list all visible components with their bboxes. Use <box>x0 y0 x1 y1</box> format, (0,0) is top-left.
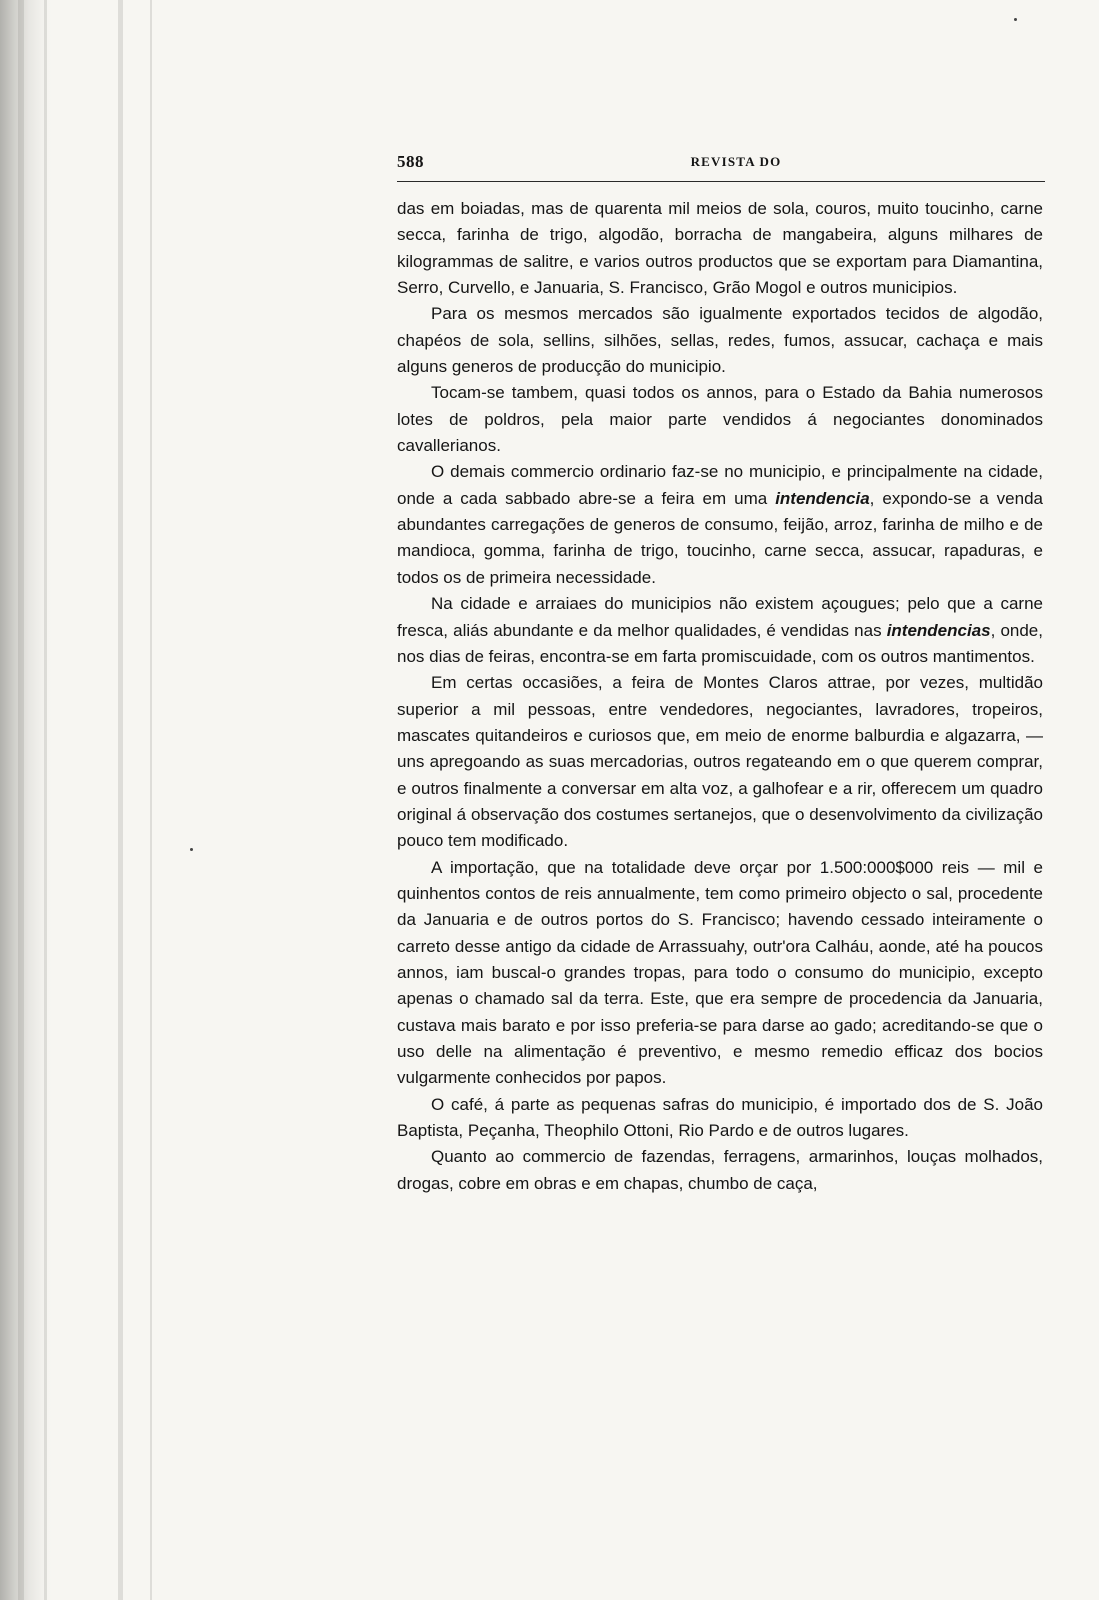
paragraph: Para os mesmos mercados são igualmente exportados tecidos de algodão, chapéos de sola, sellins, silhões, sellas, redes, fumos, assucar, cachaça e mais alguns generos de producção do municipio. <box>397 304 1043 377</box>
binding-streak <box>118 0 123 1600</box>
binding-streak <box>44 0 47 1600</box>
paragraph: Quanto ao commercio de fazendas, ferragens, armarinhos, louças molhados, drogas, cobre em obras e em chapas, chumbo de caça, <box>397 1147 1043 1193</box>
paragraph-text: , onde, nos dias de feiras, encontra-se em farta promiscuidade, com os outros mantimentos. <box>397 620 1043 666</box>
paragraph: Tocam-se tambem, quasi todos os annos, para o Estado da Bahia numerosos lotes de poldros, pela maior parte vendidos á negociantes donominados cavallerianos. <box>397 383 1043 456</box>
body-text <box>397 196 1043 1197</box>
paragraph: A importação, que na totalidade deve orçar por 1.500:000$000 reis — mil e quinhentos contos de reis annualmente, tem como primeiro objecto o sal, procedente da Januaria e de outros portos do S. Francisco; havendo cessado inteiramente o carreto desse antigo da cidade de Arrassuahy, outr'ora Calháu, aonde, até ha poucos annos, iam buscal-o grandes tropas, para todo o consumo do municipio, excepto apenas o chamado sal da terra. Este, que era sempre de procedencia da Januaria, custava mais barato e por isso preferia-se para darse ao gado; acreditando-se que o uso delle na alimentação é preventivo, e mesmo remedio efficaz dos bocios vulgarmente conhecidos por papos. <box>397 857 1043 1088</box>
page-header <box>397 146 1045 180</box>
emphasis-word: intendencia <box>775 488 870 508</box>
emphasis-word: intendencias <box>886 620 991 640</box>
paragraph <box>397 591 1043 670</box>
binding-streak <box>18 0 24 1600</box>
paragraph-text: Na cidade e arraiaes do municipios não existem açougues; pelo que a carne fresca, aliás abundante e da melhor qualidades, é vendidas nas <box>397 594 1043 640</box>
ink-speck <box>190 848 193 851</box>
running-title: REVISTA DO <box>690 154 782 169</box>
page-number: 588 <box>397 152 424 171</box>
ink-speck <box>1014 18 1017 21</box>
paragraph-text: , expondo-se a venda abundantes carregações de generos de consumo, feijão, arroz, farinha de milho e de mandioca, gomma, farinha de trigo, toucinho, carne secca, assucar, rapaduras, e todos os de primeira necessidade. <box>397 488 1043 587</box>
paragraph: Em certas occasiões, a feira de Montes Claros attrae, por vezes, multidão superior a mil pessoas, entre vendedores, negociantes, lavradores, tropeiros, mascates quitandeiros e curiosos que, em meio de enorme balburdia e algazarra, — uns apregoando as suas mercadorias, outros regateando em o que querem comprar, e outros finalmente a conversar em alta voz, a galhofear e a rir, offerecem um quadro original á observação dos costumes sertanejos, que o desenvolvimento da civilização pouco tem modificado. <box>397 673 1043 851</box>
paragraph: O café, á parte as pequenas safras do municipio, é importado dos de S. João Baptista, Peçanha, Theophilo Ottoni, Rio Pardo e de outros lugares. <box>397 1094 1043 1141</box>
header-rule <box>397 181 1045 182</box>
paragraph <box>397 459 1043 591</box>
binding-streak <box>150 0 152 1600</box>
paragraph: das em boiadas, mas de quarenta mil meios de sola, couros, muito toucinho, carne secca, farinha de trigo, algodão, borracha de mangabeira, alguns milhares de kilogrammas de salitre, e varios outros productos que se exportam para Diamantina, Serro, Curvello, e Januaria, S. Francisco, Grão Mogol e outros municipios. <box>397 199 1043 298</box>
paragraph-text: O demais commercio ordinario faz-se no municipio, e principalmente na cidade, onde a cada sabbado abre-se a feira em uma <box>397 462 1043 508</box>
